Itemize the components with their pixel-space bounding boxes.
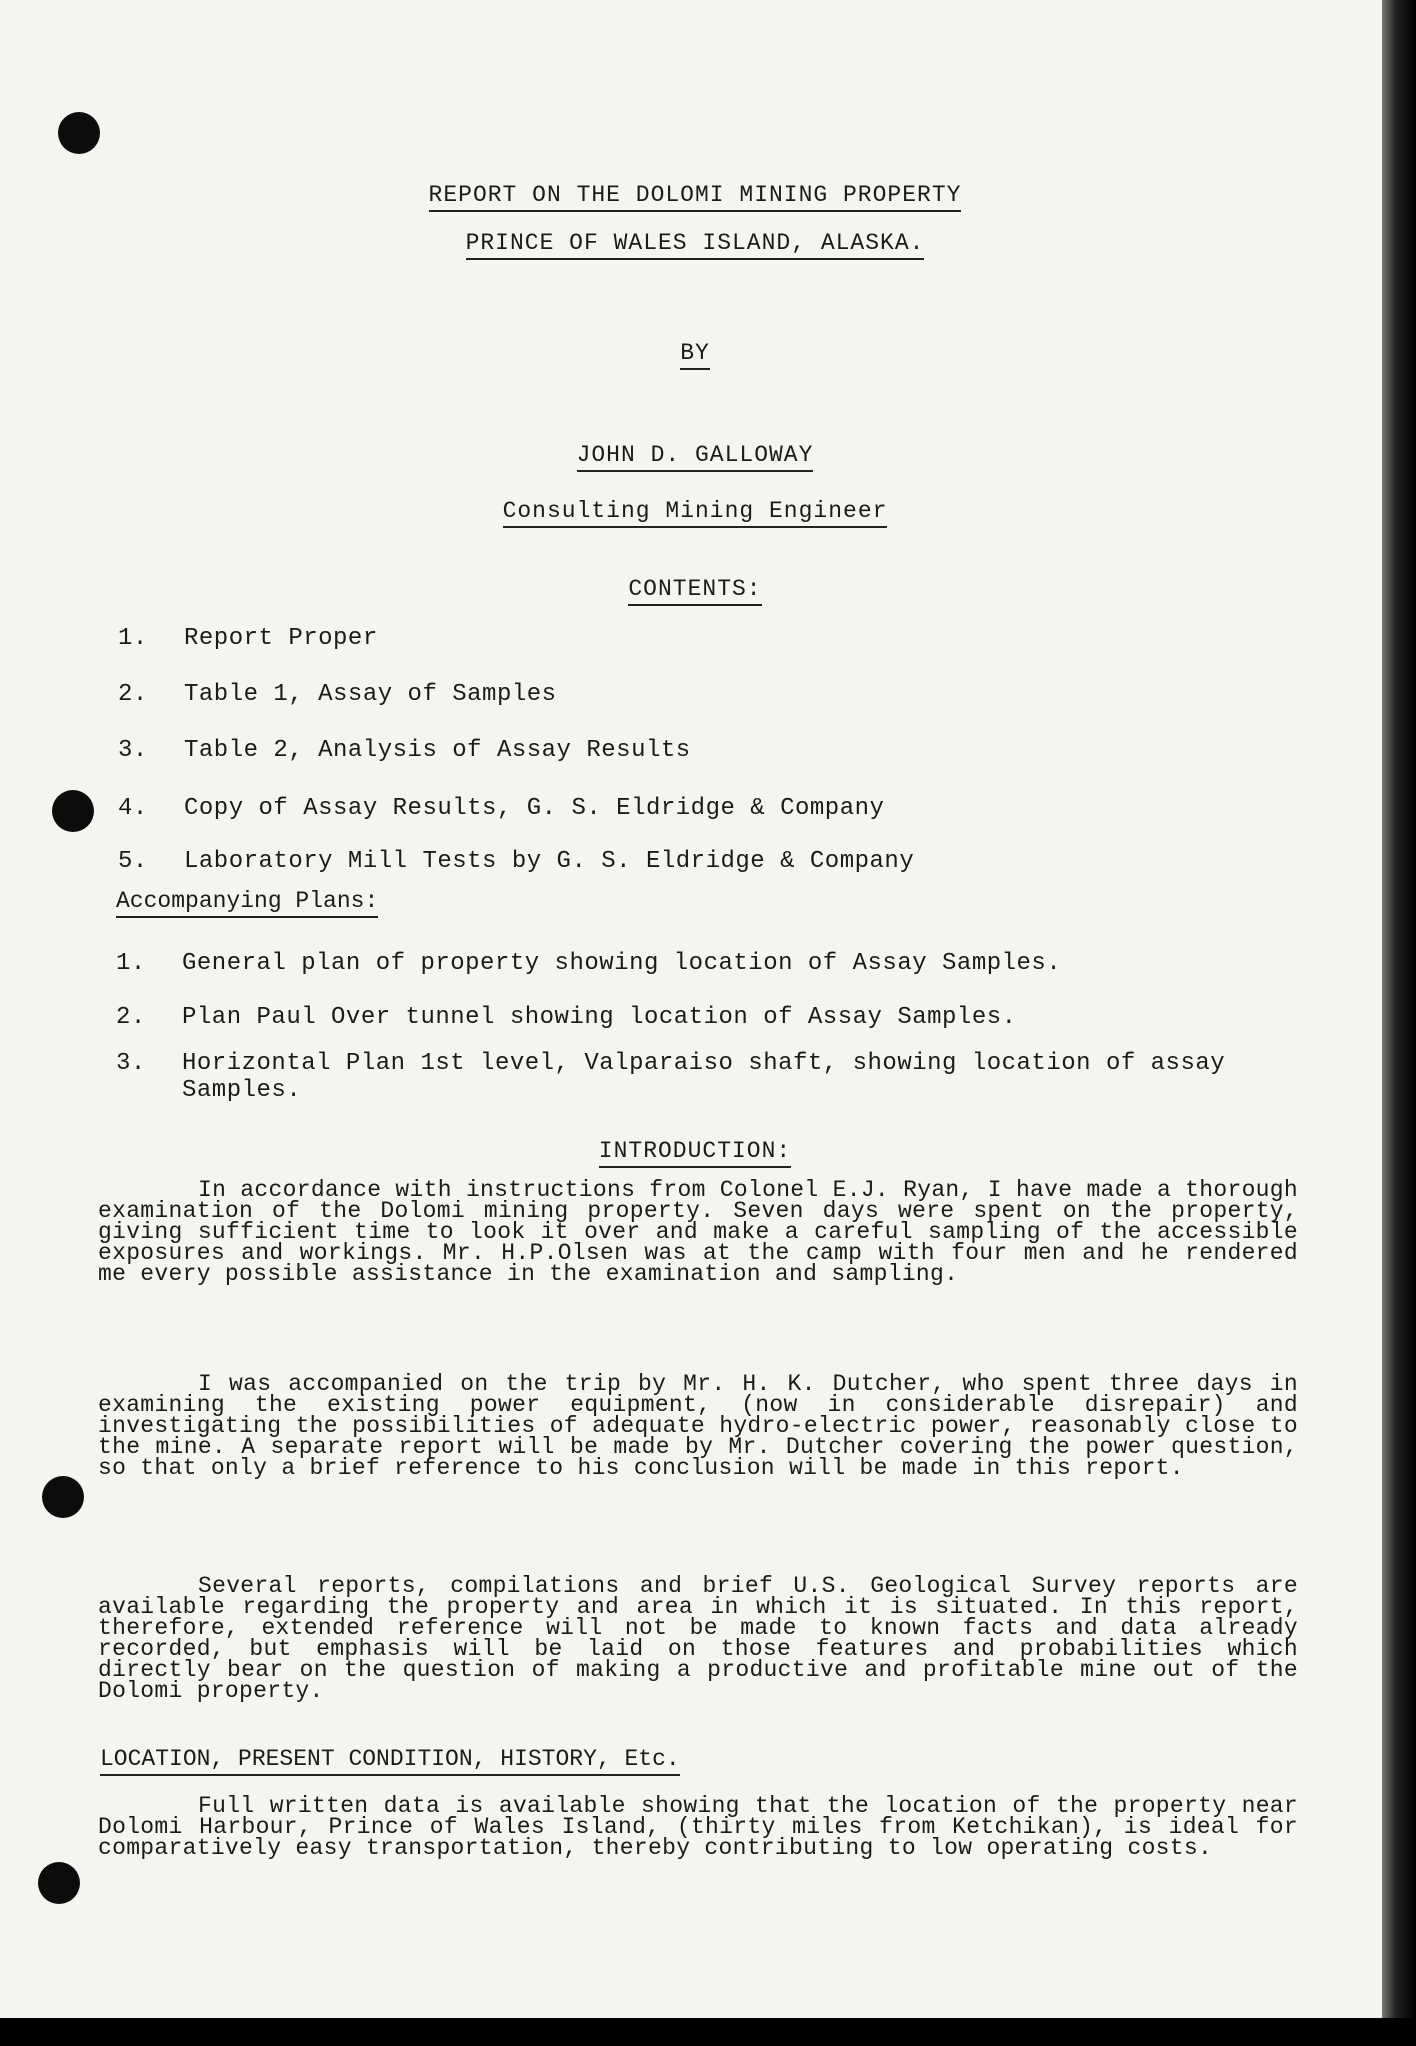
author-title: Consulting Mining Engineer xyxy=(0,498,1390,528)
report-title: REPORT ON THE DOLOMI MINING PROPERTY xyxy=(0,182,1390,212)
punch-hole xyxy=(42,1476,84,1518)
introduction-heading: INTRODUCTION: xyxy=(0,1138,1390,1168)
intro-paragraph: Several reports, compilations and brief U.S. Geological Survey reports are available regarding the property and area in which it is situated. In this report, therefore, extended reference will not be made to known facts and data already recorded, but emphasis will be laid on those features and probabilities which directly bear on the question of making a productive and profitable mine out of the Dolomi property. xyxy=(98,1573,1298,1704)
scan-edge xyxy=(1382,0,1416,2046)
location-paragraph: Full written data is available showing that the location of the property near Dolomi Harbour, Prince of Wales Island, (thirty miles from Ketchikan), is ideal for comparatively easy transportation, thereby contributing to low operating costs. xyxy=(98,1793,1298,1861)
punch-hole xyxy=(52,790,94,832)
scan-edge xyxy=(0,2018,1416,2046)
contents-heading: CONTENTS: xyxy=(0,576,1390,606)
location-heading: LOCATION, PRESENT CONDITION, HISTORY, Etc. xyxy=(100,1746,680,1776)
document-page: REPORT ON THE DOLOMI MINING PROPERTY PRINCE OF WALES ISLAND, ALASKA. BY JOHN D. GALLOWAY Consulting Mining Engineer CONTENTS: 1. Report Proper 2. Table 1, Assay of Samples 3. Table 2, Analysis of Assay Results 4. Copy of Assay Results, G. S. Eldridge & Company 5. Laboratory Mill Tests by G. S. Eldridge & Company Accompanying Plans: 1. General plan of property showing location of Assay Samples. 2. Plan Paul Over tunnel showing location of Assay Samples. 3. Horizontal Plan 1st level, Valparaiso shaft, showing location of assay Samples. INTRODUCTION: In accordance with instructions from Colonel E.J. Ryan, I have made a thorough examination of the Dolomi mining property. Seven days were spent on the property, giving sufficient time to look it over and make a careful sampling of the accessible exposures and workings. Mr. H.P.Olsen was at the camp with four men and he rendered me every possible assistance in the examination and sampling. I was accompanied on the trip by Mr. H. K. Dutcher, who spent three days in examining the existing power equipment, (now in considerable disrepair) and investigating the possibilities of adequate hydro-electric power, reasonably close to the mine. A separate report will be made by Mr. Dutcher covering the power question, so that only a brief reference to his conclusion will be made in this report. Several reports, compilations and brief U.S. Geological Survey reports are available regarding the property and area in which it is situated. In this report, therefore, extended reference will not be made to known facts and data already recorded, but emphasis will be laid on those features and probabilities which directly bear on the question of making a productive and profitable mine out of the Dolomi property. LOCATION, PRESENT CONDITION, HISTORY, Etc. Full written data is available showing that the location of the property near Dolomi Harbour, Prince of Wales Island, (thirty miles from Ketchikan), is ideal for comparatively easy transportation, thereby contributing to low operating costs. xyxy=(0,0,1390,2022)
by-label: BY xyxy=(0,340,1390,370)
report-location: PRINCE OF WALES ISLAND, ALASKA. xyxy=(0,230,1390,260)
punch-hole xyxy=(58,112,100,154)
plans-heading: Accompanying Plans: xyxy=(116,888,378,918)
author-name: JOHN D. GALLOWAY xyxy=(0,442,1390,472)
intro-paragraph: I was accompanied on the trip by Mr. H. K. Dutcher, who spent three days in examining the existing power equipment, (now in considerable disrepair) and investigating the possibilities of adequate hydro-electric power, reasonably close to the mine. A separate report will be made by Mr. Dutcher covering the power question, so that only a brief reference to his conclusion will be made in this report. xyxy=(98,1371,1298,1481)
intro-paragraph: In accordance with instructions from Colonel E.J. Ryan, I have made a thorough examination of the Dolomi mining property. Seven days were spent on the property, giving sufficient time to look it over and make a careful sampling of the accessible exposures and workings. Mr. H.P.Olsen was at the camp with four men and he rendered me every possible assistance in the examination and sampling. xyxy=(98,1177,1298,1287)
punch-hole xyxy=(38,1862,80,1904)
